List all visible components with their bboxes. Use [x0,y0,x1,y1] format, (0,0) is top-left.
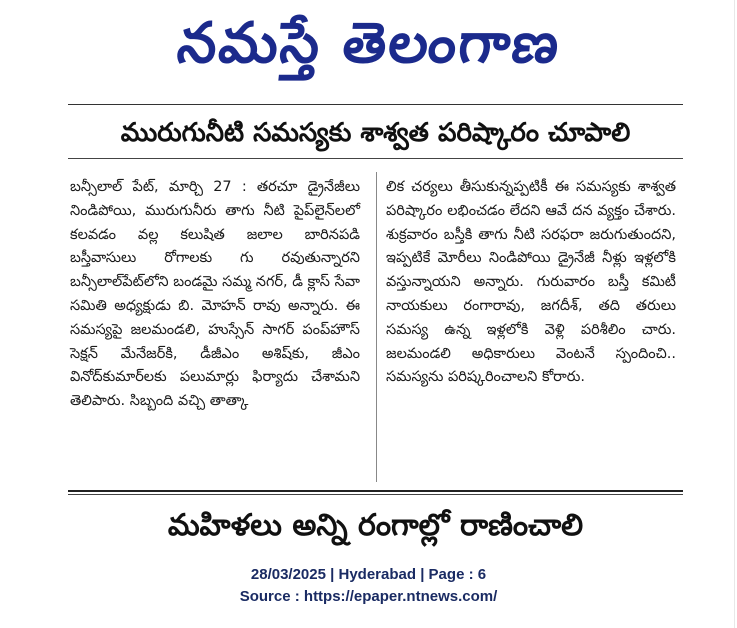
publication-date-line: 28/03/2025 | Hyderabad | Page : 6 [250,566,487,583]
article-end-divider-thin [68,494,683,495]
source-link-line[interactable]: Source : https://epaper.ntnews.com/ [239,588,498,605]
article-column-left [70,176,360,414]
masthead-title: నమస్తే తెలంగాణ [174,10,565,76]
article-body-right: లిక చర్యలు తీసుకున్నప్పటికీ ఈ సమస్యకు శాశ్వత పరిష్కారం లభించడం లేదని ఆవే దన వ్యక్తం చేశారు. శుక్రవారం బస్తీకి తాగు నీటి సరఫరా జరుగుతుందని, ఇప్పటికే మోరీలు నిండిపోయి డ్రైనేజీ నీళ్లు ఇళ్లలోకి వస్తున్నాయని అన్నారు. గురువారం బస్తీ కమిటీ నాయకులు రంగారావు, జగదీశ్, తది తరులు సమస్య ఉన్న ఇళ్లలోకి వెళ్లి పరిశీలిం చారు. జలమండలి అధికారులు వెంటనే స్పందించి.. సమస్యను పరిష్కరించాలని కోరారు. [386,179,676,386]
newspaper-masthead [0,0,737,100]
next-article-headline: మహిళలు అన్ని రంగాల్లో రాణించాలి [167,508,584,543]
page-edge [734,0,735,628]
column-divider [376,172,377,482]
article-end-divider [68,490,683,492]
top-divider [68,104,683,105]
article-column-right [386,176,676,390]
article-headline: మురుగునీటి సమస్యకు శాశ్వత పరిష్కారం చూపాలి [120,118,631,148]
headline-divider [68,158,683,159]
article-body-left: బన్సీలాల్ పేట్, మార్చి 27 : తరచూ డ్రైనేజీలు నిండిపోయి, మురుగునీరు తాగు నీటి పైప్‌లైన్‌లలో కలవడం వల్ల కలుషిత జలాల బారినపడి బస్తీవాసులు రోగాలకు గు రవుతున్నారని బన్సీలాల్‌పేట్‌లోని బండమై సమ్మ నగర్, డీ క్లాస్ సేవా సమితి అధ్యక్షుడు బి. మోహన్ రావు అన్నారు. ఈ సమస్యపై జలమండలి, హుస్సేన్ సాగర్ పంప్‌హౌస్ సెక్షన్ మేనేజర్‌కి, డీజీఎం అశిష్‌కు, జీఎం వినోద్‌కుమార్‌లకు పలుమార్లు ఫిర్యాదు చేశామని తెలిపారు. సిబ్బంది వచ్చి తాత్కా [70,179,360,410]
